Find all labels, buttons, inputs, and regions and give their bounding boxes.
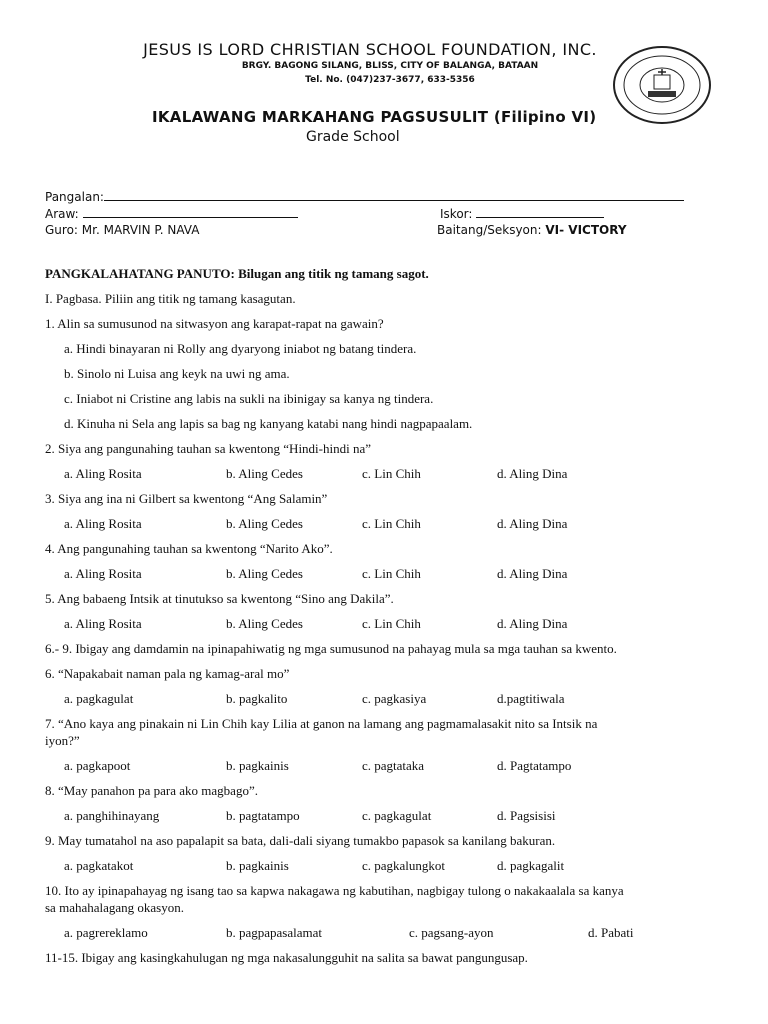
- question-4-option-a[interactable]: a. Aling Rosita: [64, 566, 142, 581]
- question-8-option-c[interactable]: c. pagkagulat: [362, 808, 432, 823]
- question-10-option-b[interactable]: b. pagpapasalamat: [226, 925, 323, 940]
- school-telephone: Tel. No. (047)237-3677, 633-5356: [305, 75, 475, 85]
- question-9-option-d[interactable]: d. pagkagalit: [497, 858, 565, 873]
- question-2-option-a[interactable]: a. Aling Rosita: [64, 466, 142, 481]
- question-2-option-c[interactable]: c. Lin Chih: [362, 466, 421, 481]
- school-seal-logo: [612, 45, 712, 125]
- question-8-option-b[interactable]: b. pagtatampo: [226, 808, 300, 823]
- question-2: 2. Siya ang pangunahing tauhan sa kwentong “Hindi-hindi na”: [45, 441, 372, 456]
- question-4-option-b[interactable]: b. Aling Cedes: [226, 566, 303, 581]
- question-3-option-b[interactable]: b. Aling Cedes: [226, 516, 303, 531]
- question-10-option-c[interactable]: c. pagsang-ayon: [409, 925, 494, 940]
- instructions-text: Bilugan ang titik ng tamang sagot.: [238, 266, 429, 281]
- question-7-option-b[interactable]: b. pagkainis: [226, 758, 289, 773]
- question-1-option-a[interactable]: a. Hindi binayaran ni Rolly ang dyaryong iniabot ng batang tindera.: [64, 341, 417, 356]
- question-3-option-a[interactable]: a. Aling Rosita: [64, 516, 142, 531]
- iskor-field: [440, 206, 604, 221]
- question-1: 1. Alin sa sumusunod na sitwasyon ang karapat-rapat na gawain?: [45, 316, 384, 331]
- question-3: 3. Siya ang ina ni Gilbert sa kwentong “Ang Salamin”: [45, 491, 328, 506]
- question-3-option-d[interactable]: d. Aling Dina: [497, 516, 568, 531]
- question-8-option-d[interactable]: d. Pagsisisi: [497, 808, 556, 823]
- question-5-option-d[interactable]: d. Aling Dina: [497, 616, 568, 631]
- guro-field: Guro: Mr. MARVIN P. NAVA: [45, 223, 200, 237]
- question-8-option-a[interactable]: a. panghihinayang: [64, 808, 160, 823]
- question-2-option-d[interactable]: d. Aling Dina: [497, 466, 568, 481]
- question-6-option-c[interactable]: c. pagkasiya: [362, 691, 427, 706]
- question-4-option-c[interactable]: c. Lin Chih: [362, 566, 421, 581]
- question-6-option-b[interactable]: b. pagkalito: [226, 691, 288, 706]
- question-8: 8. “May panahon pa para ako magbago”.: [45, 783, 258, 798]
- question-4-option-d[interactable]: d. Aling Dina: [497, 566, 568, 581]
- school-address: BRGY. BAGONG SILANG, BLISS, CITY OF BALANGA, BATAAN: [241, 61, 539, 71]
- araw-blank[interactable]: [83, 206, 298, 218]
- question-7-option-a[interactable]: a. pagkapoot: [64, 758, 131, 773]
- section-1-heading: I. Pagbasa. Piliin ang titik ng tamang kasagutan.: [45, 291, 296, 306]
- question-9-option-c[interactable]: c. pagkalungkot: [362, 858, 446, 873]
- question-4: 4. Ang pangunahing tauhan sa kwentong “Narito Ako”.: [45, 541, 333, 556]
- instructions-label: PANGKALAHATANG PANUTO:: [45, 266, 235, 281]
- question-3-option-c[interactable]: c. Lin Chih: [362, 516, 421, 531]
- exam-subject: (Filipino VI): [493, 108, 597, 126]
- baitang-value: VI- VICTORY: [545, 223, 627, 237]
- exam-title: [152, 108, 596, 126]
- school-name: JESUS IS LORD CHRISTIAN SCHOOL FOUNDATION, INC.: [143, 40, 597, 59]
- question-6-option-d[interactable]: d.pagtitiwala: [497, 691, 565, 706]
- question-1-option-b[interactable]: b. Sinolo ni Luisa ang keyk na uwi ng ama.: [64, 366, 290, 381]
- question-1-option-d[interactable]: d. Kinuha ni Sela ang lapis sa bag ng kanyang katabi nang hindi nagpapaalam.: [64, 416, 473, 431]
- iskor-label: Iskor:: [440, 207, 473, 221]
- baitang-label: Baitang/Seksyon:: [437, 223, 542, 237]
- question-1-option-c[interactable]: c. Iniabot ni Cristine ang labis na sukli na ibinigay sa kanya ng tindera.: [64, 391, 434, 406]
- question-7-line-2: iyon?”: [45, 733, 80, 748]
- baitang-field: [437, 223, 627, 237]
- pangalan-field: [45, 189, 684, 204]
- question-10-line-2: sa mahahalagang okasyon.: [45, 900, 184, 915]
- question-7-line-1: 7. “Ano kaya ang pinakain ni Lin Chih kay Lilia at ganon na lamang ang pagmamalasakit nito sa Intsik na: [45, 716, 598, 731]
- question-5: 5. Ang babaeng Intsik at tinutukso sa kwentong “Sino ang Dakila”.: [45, 591, 394, 606]
- pangalan-label: Pangalan:: [45, 190, 104, 204]
- grade-level: Grade School: [306, 129, 400, 145]
- iskor-blank[interactable]: [476, 206, 604, 218]
- question-9-option-a[interactable]: a. pagkatakot: [64, 858, 134, 873]
- question-2-option-b[interactable]: b. Aling Cedes: [226, 466, 303, 481]
- question-5-option-a[interactable]: a. Aling Rosita: [64, 616, 142, 631]
- question-10-option-a[interactable]: a. pagrereklamo: [64, 925, 148, 940]
- araw-label: Araw:: [45, 207, 79, 221]
- question-10-line-1: 10. Ito ay ipinapahayag ng isang tao sa kapwa nakagawa ng kabutihan, nagbigay tulong o nakakaalala sa kanya: [45, 883, 624, 898]
- question-6-option-a[interactable]: a. pagkagulat: [64, 691, 134, 706]
- pangalan-blank[interactable]: [104, 189, 684, 201]
- section-2-heading: 6.- 9. Ibigay ang damdamin na ipinapahiwatig ng mga sumusunod na pahayag mula sa mga tauhan sa kwento.: [45, 641, 617, 656]
- section-3-heading: 11-15. Ibigay ang kasingkahulugan ng mga nakasalungguhit na salita sa bawat pangungusap.: [45, 950, 528, 965]
- question-7-option-d[interactable]: d. Pagtatampo: [497, 758, 572, 773]
- question-9: 9. May tumatahol na aso papalapit sa bata, dali-dali siyang tumakbo papasok sa kanilang bakuran.: [45, 833, 556, 848]
- question-7-option-c[interactable]: c. pagtataka: [362, 758, 425, 773]
- question-10-option-d[interactable]: d. Pabati: [588, 925, 634, 940]
- question-9-option-b[interactable]: b. pagkainis: [226, 858, 289, 873]
- question-5-option-b[interactable]: b. Aling Cedes: [226, 616, 303, 631]
- exam-title-text: IKALAWANG MARKAHANG PAGSUSULIT: [152, 108, 489, 126]
- question-5-option-c[interactable]: c. Lin Chih: [362, 616, 421, 631]
- general-instructions: [45, 266, 429, 282]
- question-6: 6. “Napakabait naman pala ng kamag-aral mo”: [45, 666, 290, 681]
- araw-field: [45, 206, 298, 221]
